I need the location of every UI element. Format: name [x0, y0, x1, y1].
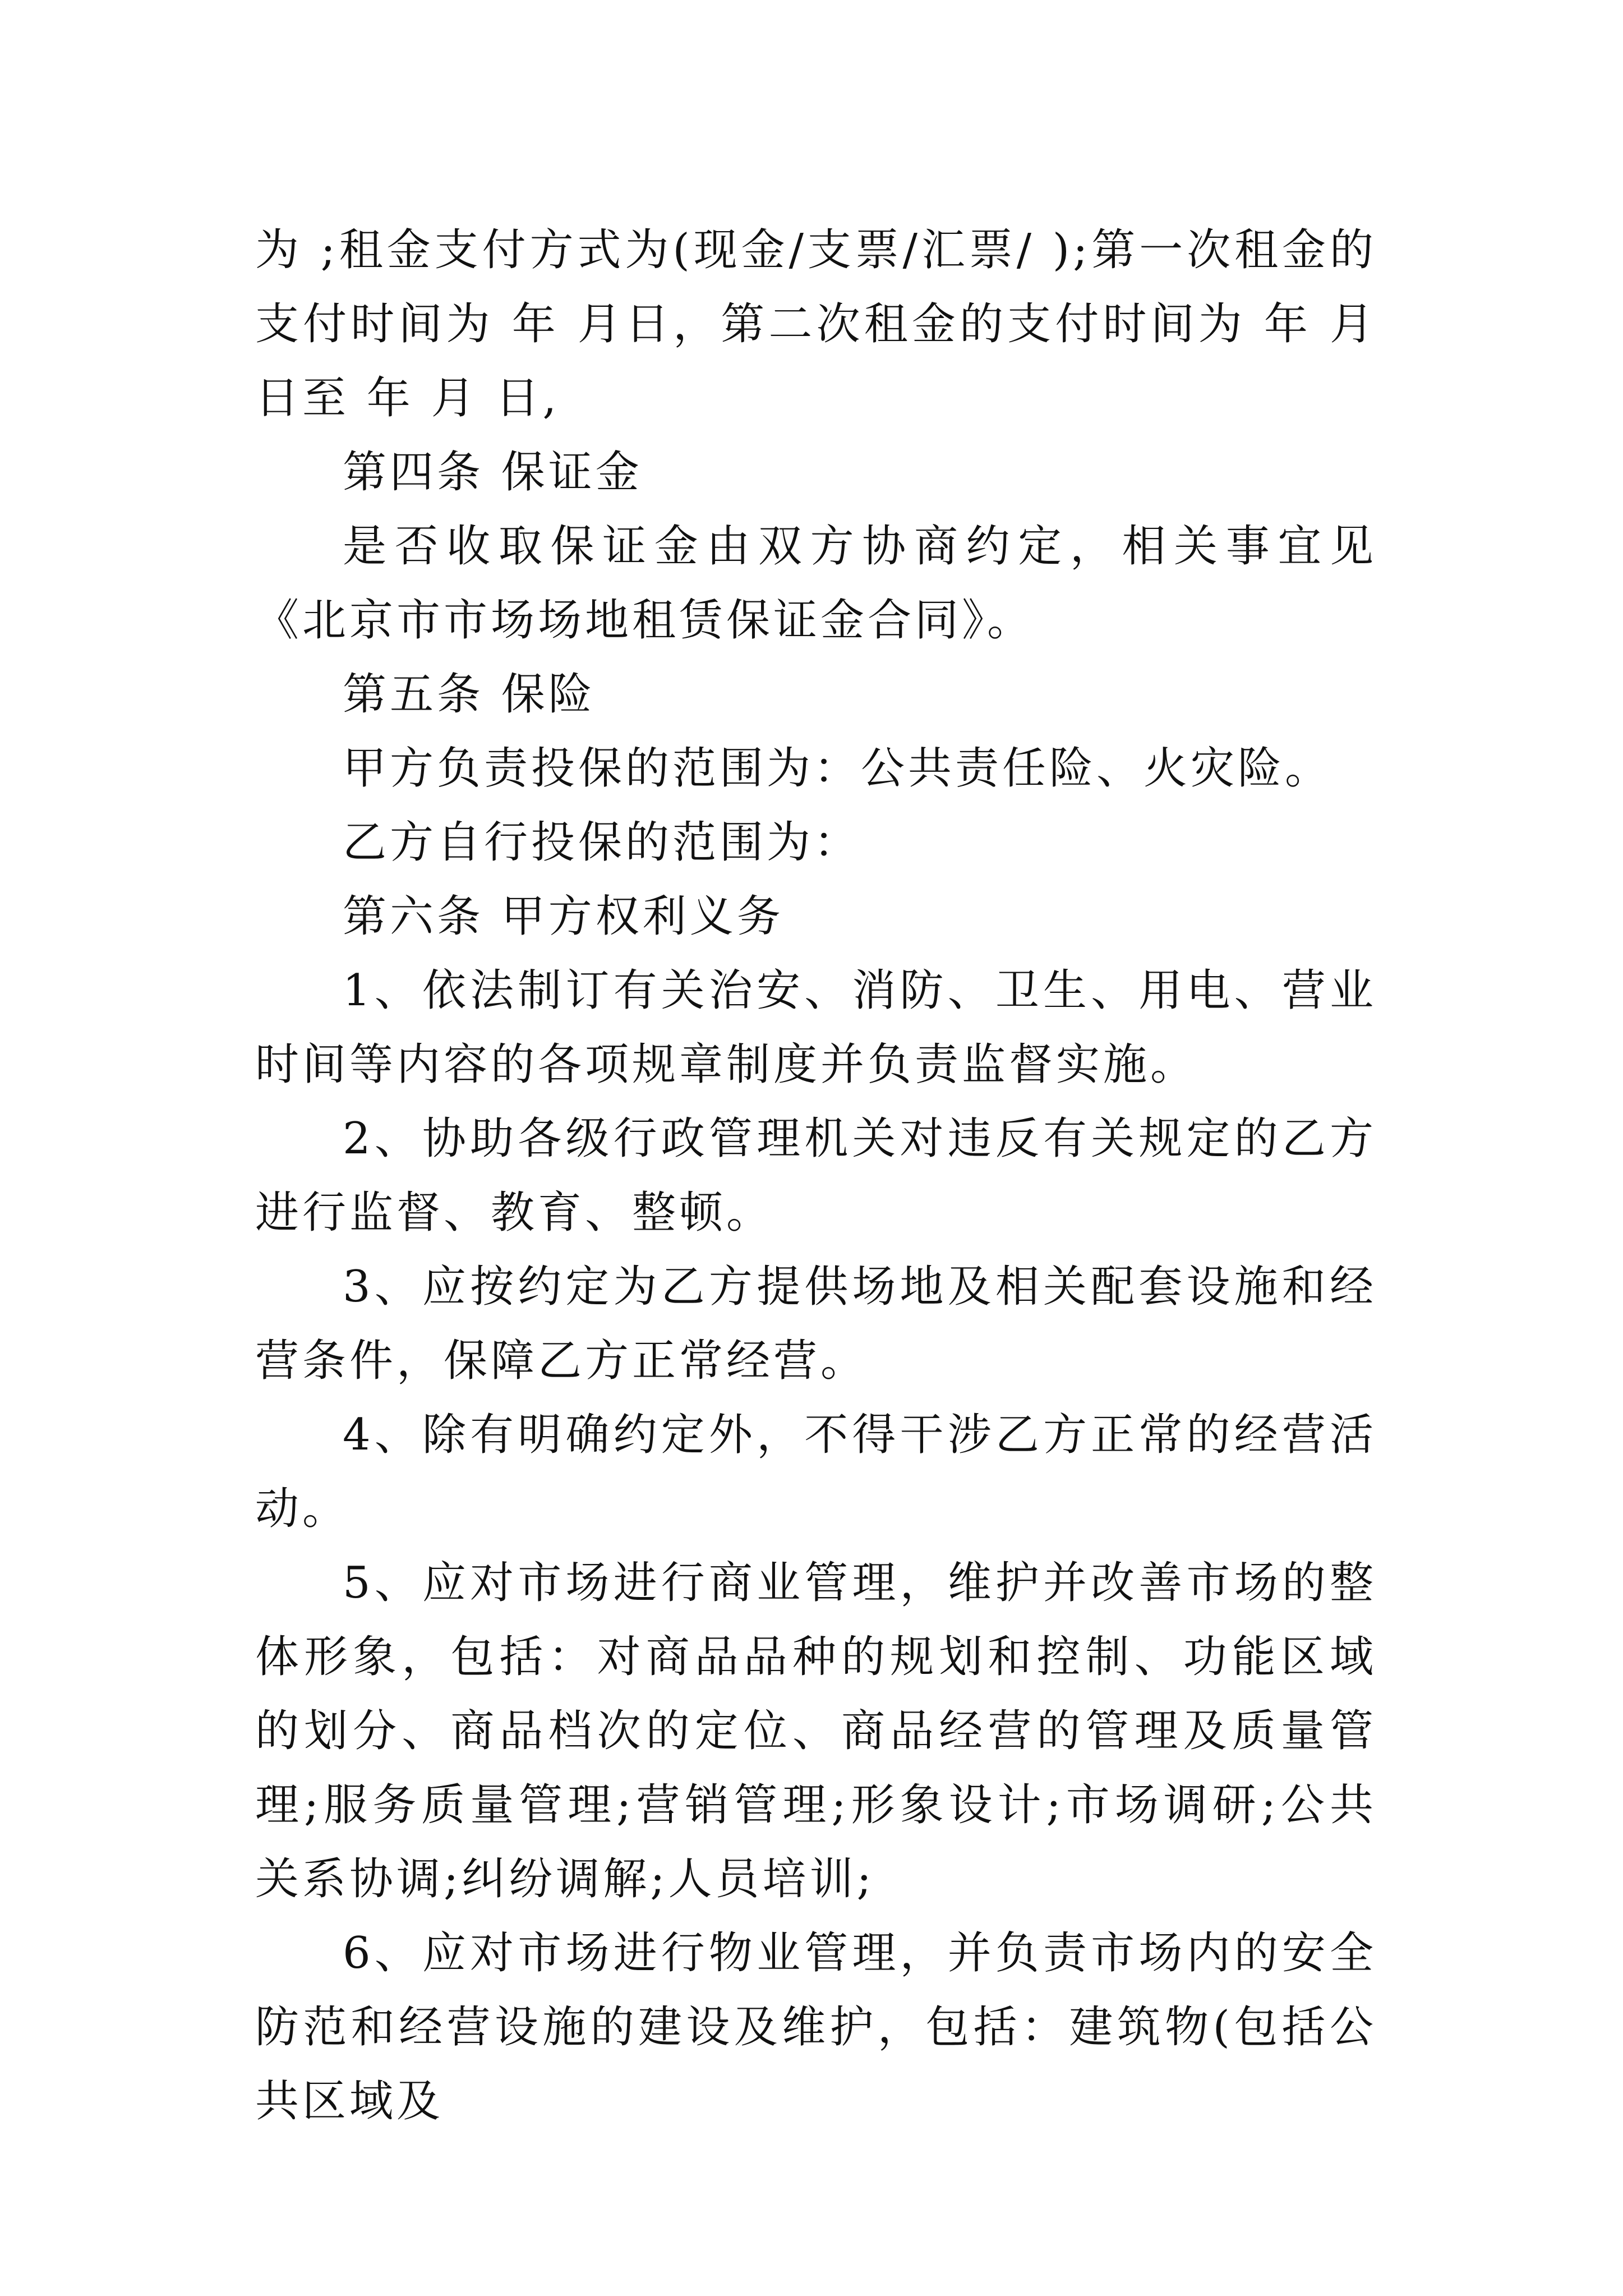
paragraph-insurance-party-a: 甲方负责投保的范围为：公共责任险、火灾险。: [343, 743, 1332, 794]
document-body: [255, 213, 1377, 2138]
paragraph-insurance-party-b: 乙方自行投保的范围为：: [343, 817, 861, 868]
list-item-5: 5、应对市场进行商业管理，维护并改善市场的整体形象，包括：对商品品种的规划和控制、功能区域的划分、商品档次的定位、商品经营的管理及质量管理;服务质量管理;营销管理;形象设计;市场调研;公共关系协调;纠纷调解;人员培训;: [255, 1558, 1377, 1904]
heading-article-5: 第五条 保险: [343, 669, 596, 720]
paragraph-deposit: 是否收取保证金由双方协商约定，相关事宜见《北京市市场场地租赁保证金合同》。: [255, 521, 1377, 646]
list-item-4: 4、除有明确约定外，不得干涉乙方正常的经营活动。: [255, 1410, 1377, 1534]
paragraph-rent-payment: 为 ;租金支付方式为(现金/支票/汇票/ );第一次租金的支付时间为 年 月日，第二次租金的支付时间为 年 月 日至 年 月 日,: [255, 225, 1377, 424]
heading-article-6: 第六条 甲方权利义务: [343, 891, 784, 942]
list-item-3: 3、应按约定为乙方提供场地及相关配套设施和经营条件，保障乙方正常经营。: [255, 1262, 1377, 1386]
heading-article-4: 第四条 保证金: [343, 447, 643, 498]
list-item-1: 1、依法制订有关治安、消防、卫生、用电、营业时间等内容的各项规章制度并负责监督实施。: [255, 965, 1377, 1090]
list-item-2: 2、协助各级行政管理机关对违反有关规定的乙方进行监督、教育、整顿。: [255, 1114, 1377, 1238]
list-item-6: 6、应对市场进行物业管理，并负责市场内的安全防范和经营设施的建设及维护，包括：建筑物(包括公共区域及: [255, 1928, 1377, 2127]
